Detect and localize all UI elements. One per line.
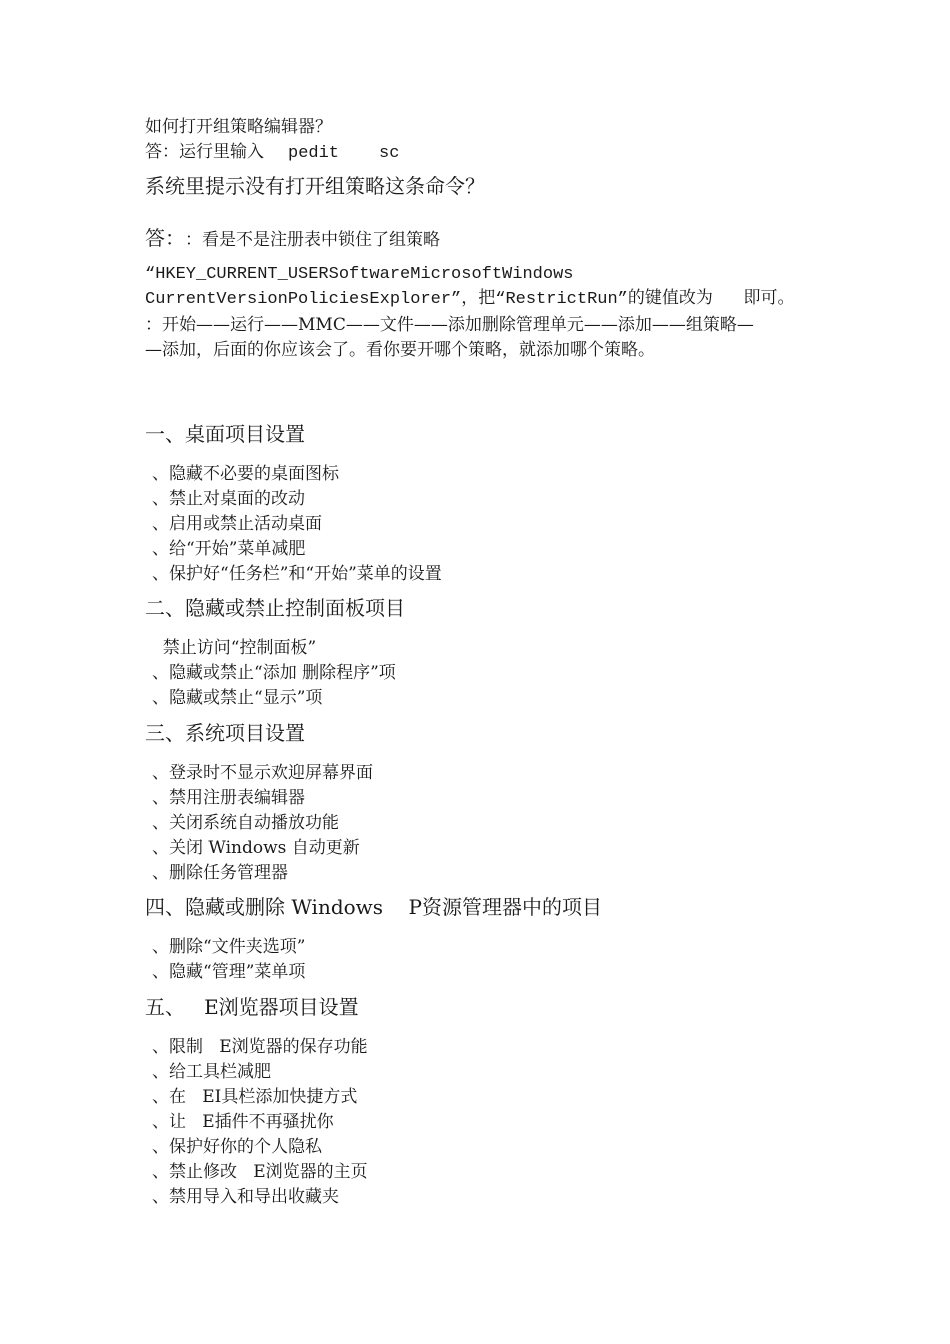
list-item: 、登录时不显示欢迎屏幕界面 bbox=[152, 763, 373, 783]
list-item: 、限制 E浏览器的保存功能 bbox=[152, 1037, 368, 1057]
section-title-explorer: 四、隐藏或删除 Windows P资源管理器中的项目 bbox=[145, 895, 602, 919]
list-item: 、给“开始”菜单减肥 bbox=[152, 539, 306, 559]
section-title-ie: 五、 E浏览器项目设置 bbox=[145, 995, 359, 1019]
registry-path-line-1: “HKEY_CURRENT_USERSoftwareMicrosoftWindows bbox=[145, 265, 574, 284]
answer-registry bbox=[145, 225, 440, 251]
section-title-system: 三、系统项目设置 bbox=[145, 721, 305, 745]
list-item: 、隐藏或禁止“添加 删除程序”项 bbox=[152, 663, 396, 683]
answer-prefix: 答：运行里输入 bbox=[145, 142, 264, 162]
list-item: 、禁止对桌面的改动 bbox=[152, 489, 305, 509]
mmc-steps-line-2: —添加，后面的你应该会了。看你要开哪个策略，就添加哪个策略。 bbox=[145, 340, 655, 360]
list-item: 、让 E插件不再骚扰你 bbox=[152, 1112, 334, 1132]
section-title-desktop: 一、桌面项目设置 bbox=[145, 422, 305, 446]
list-item: 、隐藏“管理”菜单项 bbox=[152, 962, 306, 982]
list-item: 、给工具栏减肥 bbox=[152, 1062, 271, 1082]
list-item: 、删除任务管理器 bbox=[152, 863, 288, 883]
command-pedit: pedit bbox=[288, 144, 340, 163]
answer-registry-text: ：看是不是注册表中锁住了组策略 bbox=[185, 230, 440, 250]
registry-path-line-2: CurrentVersionPoliciesExplorer”，把“RestrictRun”的键值改为 即可。 bbox=[145, 290, 795, 309]
question-no-gpedit: 系统里提示没有打开组策略这条命令？ bbox=[145, 174, 485, 198]
answer-open-gpedit bbox=[145, 141, 399, 165]
list-item: 、隐藏或禁止“显示”项 bbox=[152, 688, 323, 708]
list-item: 、关闭 Windows 自动更新 bbox=[152, 838, 360, 858]
list-item: 、禁止修改 E浏览器的主页 bbox=[152, 1162, 368, 1182]
list-item: 、删除“文件夹选项” bbox=[152, 937, 306, 957]
section-title-control-panel: 二、隐藏或禁止控制面板项目 bbox=[145, 596, 405, 620]
list-item: 、保护好“任务栏”和“开始”菜单的设置 bbox=[152, 564, 442, 584]
list-item: 、保护好你的个人隐私 bbox=[152, 1137, 322, 1157]
mmc-steps-line-1: ：开始——运行——MMC——文件——添加删除管理单元——添加——组策略— bbox=[145, 315, 754, 335]
list-item: 、隐藏不必要的桌面图标 bbox=[152, 464, 339, 484]
command-sc: sc bbox=[379, 144, 400, 163]
list-item: 禁止访问“控制面板” bbox=[152, 638, 317, 658]
list-item: 、禁用导入和导出收藏夹 bbox=[152, 1187, 339, 1207]
list-item: 、启用或禁止活动桌面 bbox=[152, 514, 322, 534]
question-open-gpedit: 如何打开组策略编辑器？ bbox=[145, 117, 332, 137]
list-item: 、禁用注册表编辑器 bbox=[152, 788, 305, 808]
list-item: 、关闭系统自动播放功能 bbox=[152, 813, 339, 833]
list-item: 、在 EI具栏添加快捷方式 bbox=[152, 1087, 358, 1107]
answer-label: 答： bbox=[145, 226, 175, 250]
